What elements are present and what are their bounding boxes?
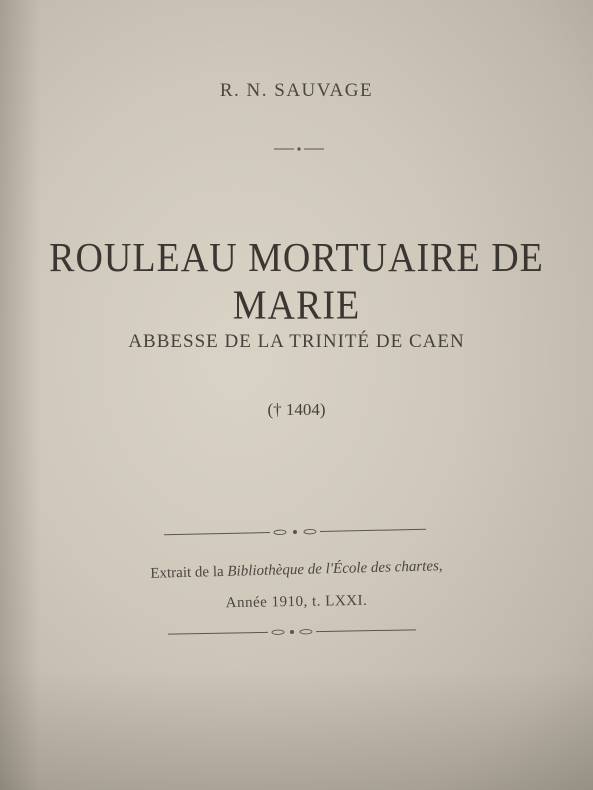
main-title: ROULEAU MORTUAIRE DE MARIE xyxy=(49,235,544,329)
small-ornament xyxy=(272,144,326,154)
publication-line: Année 1910, t. LXXI. xyxy=(225,592,368,612)
extract-source: Bibliothèque de l'École des chartes, xyxy=(227,558,443,580)
divider-ornament-top xyxy=(160,524,430,540)
divider-ornament-bottom xyxy=(164,624,420,640)
page-shadow-bottom xyxy=(0,670,593,790)
author-name: R. N. SAUVAGE xyxy=(219,80,374,101)
extract-line xyxy=(0,554,593,587)
subtitle: ABBESSE DE LA TRINITÉ DE CAEN xyxy=(128,331,465,352)
extract-prefix: Extrait de la xyxy=(150,563,224,582)
death-date: († 1404) xyxy=(267,400,326,419)
